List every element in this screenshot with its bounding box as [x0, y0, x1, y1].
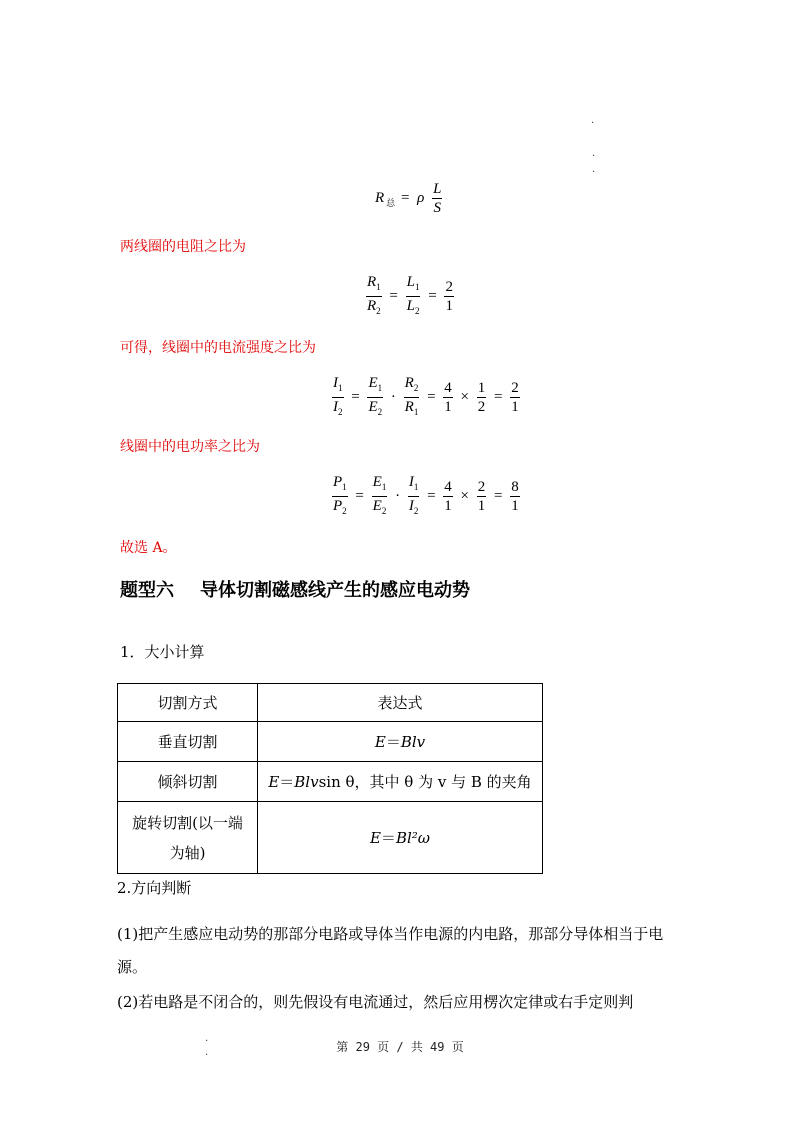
section-heading	[120, 576, 470, 602]
mark-dot: .	[592, 164, 596, 175]
table-header-expression: 表达式	[258, 684, 543, 722]
mark-dot: .	[591, 115, 595, 126]
heading-title: 导体切割磁感线产生的感应电动势	[200, 580, 470, 601]
text-answer: 故选 A。	[120, 540, 177, 556]
table-row: 旋转切割(以一端为轴) E＝Bl²ω	[118, 802, 543, 874]
subsection-direction: 2.方向判断	[117, 879, 192, 897]
formula-current-ratio: $\frac{I_1}{I_2}$ = $\frac{E_1}{E_2}$ · $\frac{R_2}{R_1}$ = $\frac{4}{1}$ × $\frac{1}{2}$ = $\frac{2}{1}$	[333, 375, 519, 417]
formula-resistance-ratio: $\frac{R_1}{R_2}$ = $\frac{L_1}{L_2}$ = $\frac{2}{1}$	[367, 274, 453, 316]
text-resistance-ratio: 两线圈的电阻之比为	[120, 239, 246, 255]
formula-resistance: R $_总$ = ρ $\frac{L}{S}$	[375, 181, 442, 216]
text-current-ratio: 可得，线圈中的电流强度之比为	[120, 340, 316, 356]
heading-label: 题型六	[120, 580, 174, 601]
table-row: 垂直切割 E＝Blv	[118, 722, 543, 762]
formula-power-ratio: $\frac{P_1}{P_2}$ = $\frac{E_1}{E_2}$ · $\frac{I_1}{I_2}$ = $\frac{4}{1}$ × $\frac{2}{1}$ = $\frac{8}{1}$	[333, 474, 519, 516]
subsection-magnitude: 1．大小计算	[120, 643, 205, 661]
paragraph-1: (1)把产生感应电动势的那部分电路或导体当作电源的内电路，那部分导体相当于电源。	[117, 925, 664, 976]
mark-dot: .	[205, 1033, 209, 1044]
table-header-row	[118, 684, 543, 722]
table-row: 倾斜切割 E＝Blvsin θ，其中 θ 为 v 与 B 的夹角	[118, 762, 543, 802]
page-footer: 第 29 页 / 共 49 页	[336, 1040, 464, 1054]
paragraph-2: (2)若电路是不闭合的，则先假设有电流通过，然后应用楞次定律或右手定则判	[117, 993, 634, 1011]
formula-table	[117, 683, 543, 874]
mark-dot: .	[205, 1047, 209, 1058]
mark-dot: .	[592, 148, 596, 159]
table-header-mode: 切割方式	[118, 684, 258, 722]
text-power-ratio: 线圈中的电功率之比为	[120, 439, 260, 455]
